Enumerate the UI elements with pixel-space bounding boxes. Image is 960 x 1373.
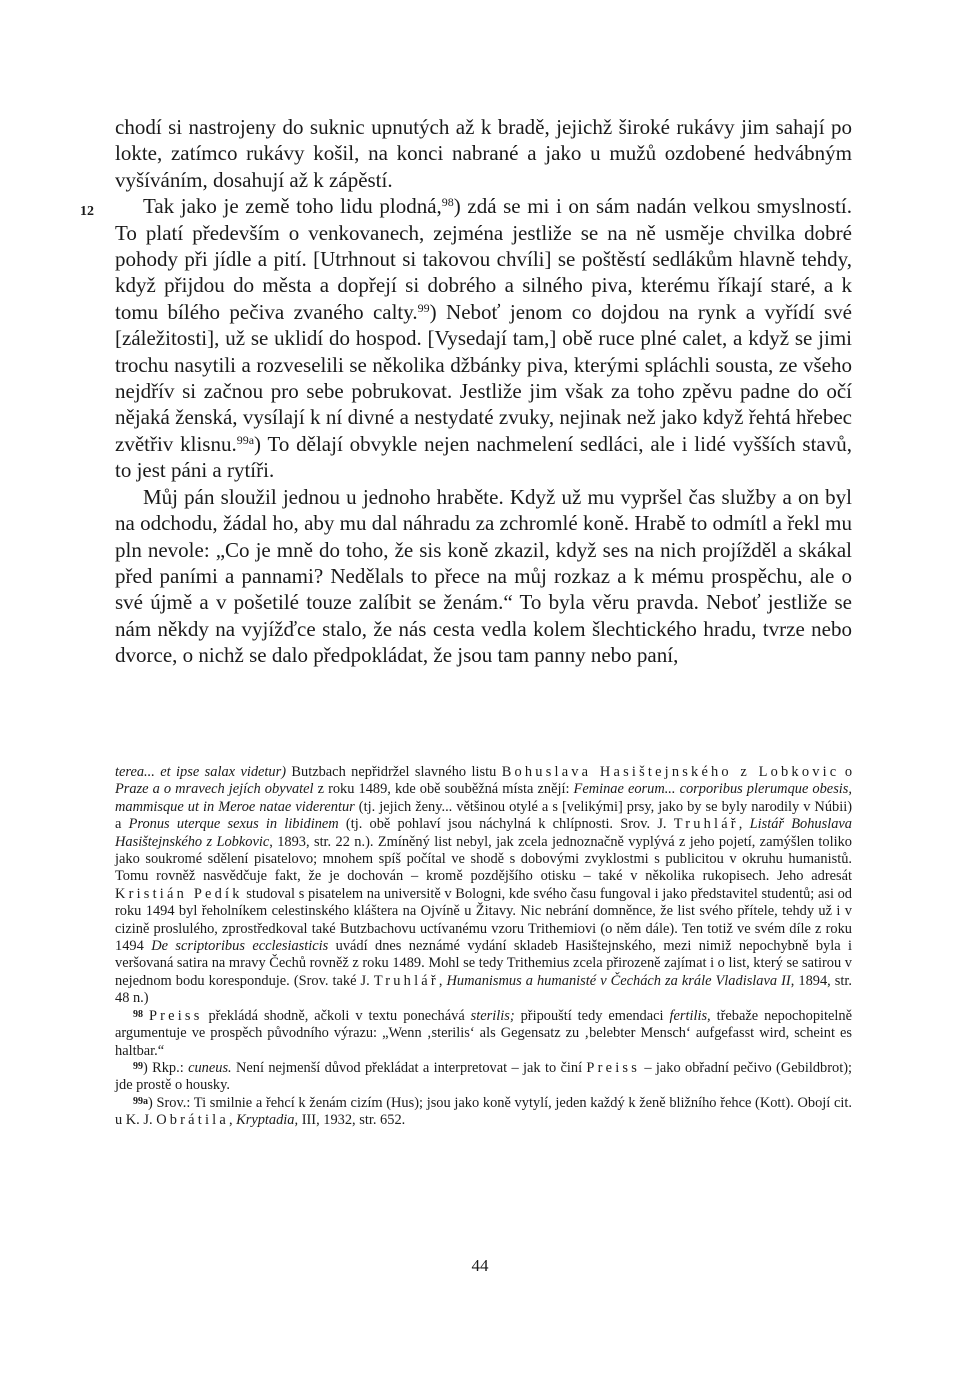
footnote-ref-98: 98 (441, 195, 454, 210)
fn-text: o (839, 764, 853, 780)
footnotes (115, 764, 852, 1130)
footnote-continuation (115, 764, 852, 1008)
fn-text: třebaže nepochopitelně argumentuje ve prospěch původního výrazu: „Wenn ‚sterilis‘ als Gegensatz zu ‚belebter Mensch‘ aufgefasst wird, scheint es haltbar.“ (115, 1007, 852, 1059)
fn-text: , 1894, str. 48 n.) (115, 972, 852, 1007)
footnote-99 (115, 1060, 852, 1095)
fn-spaced-name: Obrátila (156, 1112, 229, 1129)
fn-spaced-name: Kristián Pedík (115, 885, 243, 902)
fn-text: , 1893, str. 22 n.). Zmíněný list nebyl, jak zcela jednoznačně vyplývá z jeho pojetí, zamýšlen toliko jako soukromé sdělení pisatelovo; mnohem spíš počítal ve shodě s dobovými zvyklostmi s publicitou v okruhu humanistů. Tomu rovněž nasvědčuje fakt, že je dochován – kromě pozdějšího otisku – také v několika rukopisech. Jeho adresát (115, 833, 852, 885)
footnote-number: 99 (133, 1060, 143, 1072)
footnote-number: 98 (133, 1008, 143, 1020)
fn-italic: Humanismus a humanisté v Čechách za krále Vladislava II (446, 972, 791, 989)
footnote-ref-99a: 99a (236, 432, 255, 447)
main-text (115, 114, 852, 669)
fn-text: , (738, 816, 750, 833)
fn-text: , (228, 1112, 237, 1129)
marginal-line-number: 12 (80, 204, 94, 219)
fn-spaced-name: Truhlář (373, 972, 439, 989)
paragraph-3: Můj pán sloužil jednou u jednoho hraběte. Když už mu vypršel čas služby a on byl na odchodu, žádal ho, aby mu dal náhradu za zchromlé koně. Hrabě to odmítl a řekl mu pln nevole: „Co je mně do toho, že sis koně zkazil, když ses na nich projížděl a skákal před paními a pannami? Nedělals to přece na můj rozkaz a k mému prospěchu, ale o své újmě a v pošetilé touze zalíbit se ženám.“ To byla věru pravda. Neboť jestliže se nám někdy na vyjížďce stalo, že nás cesta vedla kolem šlechtického hradu, tvrze nebo dvorce, o nichž se dalo předpokládat, že jsou tam panny nebo paní, (115, 484, 852, 668)
fn-text: studoval s pisatelem na universitě v Bologni, kde svého času fungoval i jako představitel studentů; asi od roku 1494 byl řeholníkem celestinského kláštera na Ojvíně u Žitavy. Nic nebrání domněnce, že list svého přítele, tehdy už i v cizině proslulého, zprostředkoval také Butzbachovu uctívanému vzoru Trithemiovi (o něm dále). Ten totiž ve svém díle z roku 1494 (115, 885, 852, 955)
fn-spaced-name: Bohuslava Hasištejnského z Lobkovic (501, 764, 840, 780)
fn-spaced-name: Truhlář (673, 816, 739, 833)
fn-italic: Listář Bohuslava Hasištejnského z Lobkovic (115, 816, 852, 850)
fn-italic: Kryptadia, (236, 1112, 299, 1129)
fn-text: připouští tedy emendaci (514, 1007, 670, 1024)
fn-text: Není nejmenší důvod překládat a interpretovat – jak to činí (231, 1059, 587, 1076)
paragraph-2-part-a: Tak jako je země toho lidu plodná, (143, 194, 442, 219)
fn-text: z roku 1489, kde obě souběžná místa znějí: (313, 781, 574, 798)
fn-italic: Pronus uterque sexus in libidinem (128, 816, 339, 833)
fn-italic: Feminae eorum... corporibus plerumque obesis, mammisque ut in Meroe natae viderentur (115, 781, 852, 815)
footnote-98 (115, 1008, 852, 1060)
fn-italic: cuneus. (188, 1059, 232, 1076)
fn-text: (tj. obě pohlaví jsou náchylná k chlípnosti. Srov. J. (338, 816, 674, 833)
footnote-ref-99: 99 (417, 300, 430, 315)
paragraph-2-part-b: ) zdá se mi i on sám nadán velkou smyslností. To platí především o venkovanech, zejména jestliže se na ně usměje chvilka dobré pohody při jídle a pití. [Utrhnout si takovou chvíli] se poštěstí sedlákům hlavně tehdy, když přijdou do města a dopřejí si dobrého a silného piva, kterému říkají staré, a k tomu bílého pečiva zvaného calty. (115, 194, 852, 324)
fn-italic: Praze a o mravech jejích obyvatel (115, 781, 314, 798)
fn-italic: terea... et ipse salax videtur) (115, 764, 286, 780)
fn-text: Butzbach nepřidržel slavného listu (286, 764, 502, 780)
fn-spaced-name: Preiss (148, 1007, 203, 1024)
paragraph-2-part-d: ) To dělají obvykle nejen nachmelení sedláci, ale i lidé vyšších stavů, to jest páni a rytíři. (115, 431, 852, 483)
paragraph-2 (115, 193, 852, 483)
fn-italic: fertilis, (669, 1007, 711, 1024)
fn-text: – jako obřadní pečivo (Gebildbrot); jde prostě o housky. (115, 1059, 852, 1094)
paragraph-2-part-c: ) Neboť jenom co dojdou na rynk a vyřídí své [záležitosti], už se uklidí do hospod. [Vysedají tam,] obě ruce plné calet, a když se jimi trochu nasytili a rozveselili se několika džbánky piva, kterými spláchli sousta, ze všeho nejdřív si začnou pro sebe pobrukovat. Jestliže jim však za toho zpěvu padne do očí nějaká ženská, vysílají k ní divné a nestydaté zvuky, nejinak než jako když řehtá hřebec zvětřiv klisnu. (115, 299, 852, 456)
paragraph-1: chodí si nastrojeny do suknic upnutých až k bradě, jejichž široké rukávy jim sahají po lokte, zatímco rukávy košil, na konci nabrané a jako u mužů ozdobené hedvábným vyšíváním, dosahují až k zápěstí. (115, 115, 852, 192)
page-number: 44 (471, 1256, 489, 1275)
footnote-99a (115, 1095, 852, 1130)
fn-spaced-name: Preiss (586, 1059, 641, 1076)
footnote-number: 99a (133, 1095, 148, 1107)
fn-italic: De scriptoribus ecclesiasticis (151, 938, 329, 955)
fn-text: ) Srov.: Ti smilnie a řehcí k ženám cizím (Hus); jsou jako koně vytylí, jeden každý k ženě bližního řehce (Kott). Obojí cit. u K. J. (115, 1094, 852, 1129)
fn-text: uvádí dnes neznámé vydání skladeb Hasištejnského, mezi nimiž nepochybně byla i veršovaná satira na mravy Čechů rovněž z roku 1489. Mohl se tedy Trithemius zcela přirozeně zajímat i o list, který se satirou v nejednom bodu koresponduje. (Srov. také J. (115, 938, 852, 989)
fn-italic: sterilis; (470, 1007, 515, 1024)
fn-text: (tj. jejich ženy... většinou otylé a s [velikými] prsy, jako by se byly narodily v Núbii) a (115, 798, 853, 833)
fn-text: , (438, 972, 447, 989)
fn-text: ) Rkp.: (143, 1059, 189, 1076)
fn-text: překládá shodně, ačkoli v textu ponechává (202, 1007, 471, 1024)
body-text (115, 114, 852, 669)
fn-text: III, 1932, str. 652. (298, 1112, 406, 1129)
